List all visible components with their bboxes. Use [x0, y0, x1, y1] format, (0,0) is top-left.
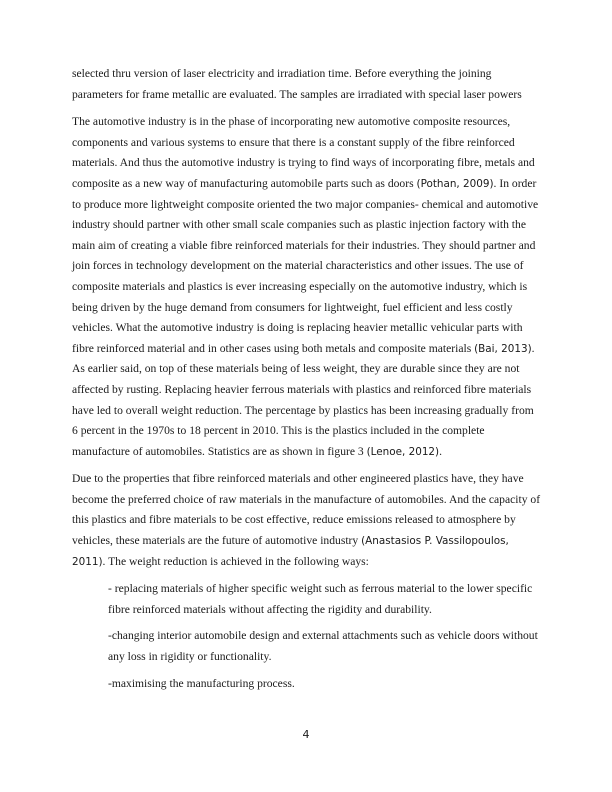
page-number: 4	[302, 728, 310, 741]
list-item: - replacing materials of higher specific weight such as ferrous material to the lower specific fibre reinforced materials without affecting the rigidity and durability.	[108, 582, 533, 616]
paragraph-automotive-industry	[72, 112, 542, 462]
paragraph-properties	[72, 469, 542, 572]
paragraph-text: . As earlier said, on top of these materials being of less weight, they are durable since they are not affected by rusting. Replacing heavier ferrous materials with plastics and reinforced fibre materials have led to overall weight reduction. The percentage by plastics has been increasing gradually from 6 percent in the 1970s to 18 percent in 2010. This is the plastics included in the complete manufacture of automobiles. Statistics are as shown in figure 3	[72, 341, 535, 458]
citation-pothan: (Pothan, 2009)	[416, 177, 494, 190]
paragraph-text: . In order to produce more lightweight composite oriented the two major companies- chemical and automotive industry should partner with other small scale companies such as plastic injection factory with the main aim of creating a viable fibre reinforced materials for their industries. They should partner and join forces in technology development on the material characteristics and other issues. The use of composite materials and plastics is ever increasing especially on the automotive industry, which is being driven by the huge demand from consumers for lightweight, fuel efficient and less costly vehicles. What the automotive industry is doing is replacing heavier metallic vehicular parts with fibre reinforced material and in other cases using both metals and composite materials	[72, 176, 539, 355]
paragraph-text: . The weight reduction is achieved in the following ways:	[102, 554, 369, 568]
document-body	[72, 64, 542, 700]
weight-reduction-list	[108, 579, 542, 694]
citation-vassilopoulos: (Anastasios P. Vassilopoulos, 2011)	[72, 535, 509, 568]
citation-bai: (Bai, 2013)	[474, 342, 532, 355]
paragraph-text: .	[439, 444, 443, 458]
paragraph-continuation: selected thru version of laser electricity and irradiation time. Before everything the joining parameters for frame metallic are evaluated. The samples are irradiated with special laser powers	[72, 67, 522, 101]
paragraph-text: The automotive industry is in the phase of incorporating new automotive composite resources, components and various systems to ensure that there is a constant supply of the fibre reinforced materials. And thus the automotive industry is trying to find ways of incorporating fibre, metals and composite as a new way of manufacturing automobile parts such as doors	[72, 115, 535, 190]
list-item: -changing interior automobile design and external attachments such as vehicle doors without any loss in rigidity or functionality.	[108, 629, 538, 664]
paragraph-text: Due to the properties that fibre reinforced materials and other engineered plastics have, they have become the preferred choice of raw materials in the manufacture of automobiles. And the capacity of this plastics and fibre materials to be cost effective, reduce emissions released to atmosphere by vehicles, these materials are the future of automotive industry	[72, 472, 541, 548]
list-item: -maximising the manufacturing process.	[108, 676, 295, 690]
citation-lenoe: (Lenoe, 2012)	[366, 445, 440, 458]
